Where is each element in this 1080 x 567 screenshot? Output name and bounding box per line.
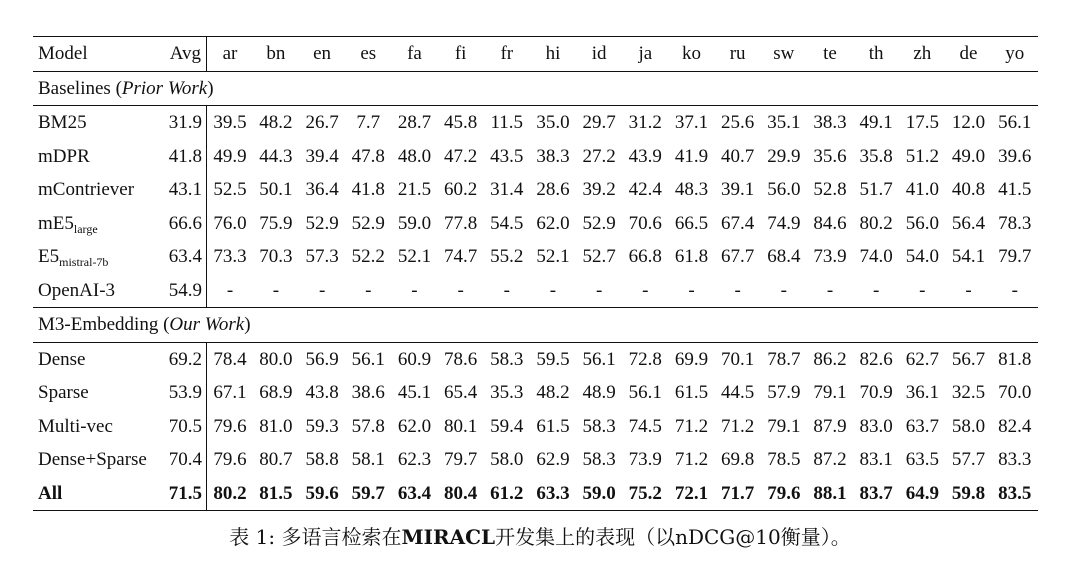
score-cell-fa: 59.0 <box>397 212 432 234</box>
score-cell-ru: 71.2 <box>721 415 755 437</box>
score-cell-sw: 29.9 <box>767 145 801 167</box>
score-cell-ru: 71.7 <box>715 477 761 511</box>
score-cell-ko: 71.2 <box>674 449 709 470</box>
header-lang-ko: ko <box>668 37 714 72</box>
score-cell-es: 52.2 <box>351 246 385 267</box>
score-cell-en: - <box>318 279 326 301</box>
score-cell-de: 12.0 <box>945 106 991 140</box>
score-cell-ko: - <box>688 279 695 301</box>
score-cell-es: 7.7 <box>345 106 391 140</box>
header-lang-ja: ja <box>622 37 668 72</box>
score-cell-th: 35.8 <box>859 145 893 167</box>
score-cell-fr: 59.4 <box>490 415 524 437</box>
model-name: Dense <box>38 348 86 370</box>
score-cell-de: 58.0 <box>951 415 986 437</box>
header-lang-bn: bn <box>253 37 299 72</box>
score-cell-yo: 79.7 <box>998 246 1032 267</box>
score-cell-id: 48.9 <box>582 382 616 403</box>
score-cell-hi: 28.6 <box>536 179 570 200</box>
score-cell-yo: - <box>1011 279 1018 301</box>
score-cell-es: 38.6 <box>351 382 385 403</box>
table-header-row <box>33 37 1038 72</box>
score-cell-th: 83.0 <box>859 415 893 437</box>
section-title <box>33 308 1038 343</box>
score-cell-ko: 66.5 <box>674 212 709 234</box>
score-cell-ar: 76.0 <box>213 212 247 234</box>
avg-cell: 41.8 <box>165 140 207 174</box>
score-cell-ar: 67.1 <box>213 382 247 403</box>
score-cell-ja: 73.9 <box>628 449 662 470</box>
score-cell-hi: 35.0 <box>530 106 576 140</box>
avg-cell: 53.9 <box>165 376 207 410</box>
header-lang-ru: ru <box>715 37 761 72</box>
score-cell-fr: 35.3 <box>490 382 524 403</box>
score-cell-fa: 63.4 <box>391 477 437 511</box>
model-name-subscript: large <box>73 221 98 236</box>
score-cell-ko: 61.5 <box>674 382 709 403</box>
header-lang-de: de <box>945 37 991 72</box>
score-cell-fa: 21.5 <box>397 179 432 200</box>
score-cell-sw: 79.1 <box>767 415 801 437</box>
score-cell-te: 35.6 <box>813 145 847 167</box>
score-cell-ar: 78.4 <box>207 342 253 376</box>
score-cell-ko: 72.1 <box>668 477 714 511</box>
section-title-em: Prior Work <box>121 77 208 99</box>
score-cell-bn: 44.3 <box>259 145 293 167</box>
score-cell-es: 58.1 <box>351 449 385 470</box>
header-lang-th: th <box>853 37 899 72</box>
score-cell-id: 27.2 <box>582 145 616 167</box>
score-cell-id: 56.1 <box>576 342 622 376</box>
model-name-cell <box>33 207 165 241</box>
score-cell-fr: 31.4 <box>490 179 524 200</box>
score-cell-fa: 60.9 <box>391 342 437 376</box>
section-title-suffix: ) <box>207 77 214 99</box>
score-cell-ja: 66.8 <box>628 246 662 267</box>
score-cell-es: 47.8 <box>351 145 385 167</box>
score-cell-ar: 52.5 <box>213 179 247 200</box>
score-cell-en: 52.9 <box>305 212 339 234</box>
score-cell-sw: 35.1 <box>761 106 807 140</box>
score-cell-ru: - <box>734 279 741 301</box>
score-cell-hi: - <box>549 279 557 301</box>
score-cell-de: 59.8 <box>945 477 991 511</box>
table-body <box>33 71 1038 511</box>
score-cell-th: 74.0 <box>859 246 893 267</box>
score-cell-es: 57.8 <box>351 415 385 437</box>
score-cell-ko: 48.3 <box>674 179 709 200</box>
score-cell-fa: 28.7 <box>391 106 437 140</box>
results-table <box>33 36 1038 511</box>
score-cell-sw: 78.7 <box>761 342 807 376</box>
table-caption <box>0 521 1080 550</box>
score-cell-ru: 25.6 <box>715 106 761 140</box>
score-cell-ru: 69.8 <box>721 449 755 470</box>
table-row <box>33 240 1038 274</box>
score-cell-te: 86.2 <box>807 342 853 376</box>
avg-cell: 66.6 <box>165 207 207 241</box>
score-cell-fr: 54.5 <box>490 212 524 234</box>
score-cell-te: - <box>826 279 834 301</box>
score-cell-ar: 39.5 <box>207 106 253 140</box>
table-row <box>33 342 1038 376</box>
score-cell-sw: 57.9 <box>767 382 801 403</box>
score-cell-ar: 73.3 <box>213 246 247 267</box>
score-cell-th: 82.6 <box>853 342 899 376</box>
header-lang-zh: zh <box>899 37 945 72</box>
model-name-cell <box>33 240 165 274</box>
score-cell-ar: 49.9 <box>213 145 247 167</box>
avg-cell: 43.1 <box>165 173 207 207</box>
score-cell-th: 83.1 <box>859 449 893 470</box>
score-cell-fi: 78.6 <box>438 342 484 376</box>
avg-cell: 70.4 <box>165 443 207 477</box>
score-cell-zh: 36.1 <box>905 382 939 403</box>
table-row <box>33 376 1038 410</box>
score-cell-fi: 65.4 <box>443 382 478 403</box>
score-cell-hi: 59.5 <box>530 342 576 376</box>
score-cell-te: 38.3 <box>807 106 853 140</box>
score-cell-ja: 56.1 <box>628 382 662 403</box>
score-cell-de: 56.4 <box>951 212 986 234</box>
model-name-cell <box>33 106 165 140</box>
score-cell-fa: - <box>411 279 418 301</box>
score-cell-fi: 60.2 <box>443 179 478 200</box>
score-cell-en: 39.4 <box>305 145 339 167</box>
section-title-em: Our Work <box>169 314 245 335</box>
score-cell-ru: 39.1 <box>721 179 755 200</box>
header-lang-fr: fr <box>484 37 530 72</box>
score-cell-bn: 80.0 <box>253 342 299 376</box>
score-cell-th: - <box>873 279 880 301</box>
score-cell-bn: 48.2 <box>253 106 299 140</box>
score-cell-ja: 42.4 <box>628 179 662 200</box>
score-cell-id: 29.7 <box>576 106 622 140</box>
score-cell-sw: 78.5 <box>767 449 801 470</box>
score-cell-ar: 80.2 <box>207 477 253 511</box>
table-row <box>33 173 1038 207</box>
score-cell-de: 56.7 <box>945 342 991 376</box>
section-title <box>33 71 1038 106</box>
score-cell-yo: 41.5 <box>998 179 1032 200</box>
model-name-cell <box>33 477 165 511</box>
score-cell-yo: 78.3 <box>998 212 1032 234</box>
score-cell-de: - <box>965 279 972 301</box>
score-cell-de: 40.8 <box>951 179 986 200</box>
score-cell-zh: - <box>919 279 926 301</box>
score-cell-te: 79.1 <box>813 382 847 403</box>
score-cell-ja: 72.8 <box>622 342 668 376</box>
score-cell-hi: 62.9 <box>536 449 570 470</box>
model-name: Dense+Sparse <box>38 449 147 470</box>
score-cell-sw: 56.0 <box>767 179 801 200</box>
header-lang-fi: fi <box>438 37 484 72</box>
table-row <box>33 410 1038 444</box>
header-lang-sw: sw <box>761 37 807 72</box>
score-cell-id: 39.2 <box>582 179 616 200</box>
table-row <box>33 443 1038 477</box>
score-cell-te: 87.2 <box>813 449 847 470</box>
header-lang-fa: fa <box>391 37 437 72</box>
score-cell-ko: 71.2 <box>674 415 709 437</box>
results-table-container <box>33 36 1038 511</box>
score-cell-en: 43.8 <box>305 382 339 403</box>
header-lang-en: en <box>299 37 345 72</box>
score-cell-en: 36.4 <box>305 179 339 200</box>
score-cell-yo: 56.1 <box>992 106 1038 140</box>
score-cell-id: 52.9 <box>582 212 616 234</box>
score-cell-bn: 81.0 <box>259 415 293 437</box>
score-cell-ru: 44.5 <box>721 382 755 403</box>
score-cell-fr: 55.2 <box>490 246 524 267</box>
score-cell-fr: 61.2 <box>484 477 530 511</box>
score-cell-te: 73.9 <box>813 246 847 267</box>
score-cell-fi: 80.4 <box>438 477 484 511</box>
score-cell-bn: 75.9 <box>259 212 293 234</box>
score-cell-yo: 70.0 <box>998 382 1032 403</box>
score-cell-yo: 82.4 <box>998 415 1032 437</box>
score-cell-th: 70.9 <box>859 382 893 403</box>
score-cell-yo: 83.5 <box>992 477 1038 511</box>
score-cell-en: 57.3 <box>305 246 339 267</box>
score-cell-ko: 37.1 <box>668 106 714 140</box>
header-lang-ar: ar <box>207 37 253 72</box>
score-cell-th: 83.7 <box>853 477 899 511</box>
model-name: Multi-vec <box>38 415 113 437</box>
score-cell-fa: 62.3 <box>397 449 432 470</box>
score-cell-th: 51.7 <box>859 179 893 200</box>
header-lang-yo: yo <box>992 37 1038 72</box>
model-name-cell <box>33 443 165 477</box>
score-cell-en: 59.6 <box>299 477 345 511</box>
score-cell-ja: 43.9 <box>628 145 662 167</box>
score-cell-fa: 45.1 <box>397 382 432 403</box>
score-cell-id: 58.3 <box>582 415 616 437</box>
score-cell-zh: 64.9 <box>899 477 945 511</box>
score-cell-en: 56.9 <box>299 342 345 376</box>
header-lang-hi: hi <box>530 37 576 72</box>
model-name-cell <box>33 376 165 410</box>
score-cell-fr: 58.0 <box>490 449 524 470</box>
score-cell-bn: 81.5 <box>253 477 299 511</box>
score-cell-zh: 17.5 <box>899 106 945 140</box>
score-cell-ar: - <box>226 279 234 301</box>
score-cell-fr: 43.5 <box>490 145 524 167</box>
model-name: E5 <box>38 246 60 267</box>
model-name: mContriever <box>38 179 135 200</box>
score-cell-id: - <box>595 279 603 301</box>
score-cell-sw: 74.9 <box>767 212 801 234</box>
score-cell-sw: 79.6 <box>761 477 807 511</box>
score-cell-fa: 62.0 <box>397 415 432 437</box>
score-cell-ja: 70.6 <box>628 212 662 234</box>
model-name: Sparse <box>38 382 89 403</box>
score-cell-fr: - <box>503 279 510 301</box>
model-name: OpenAI-3 <box>38 279 116 301</box>
score-cell-ru: 67.4 <box>721 212 755 234</box>
score-cell-fi: - <box>457 279 464 301</box>
score-cell-ja: - <box>642 279 649 301</box>
score-cell-en: 26.7 <box>299 106 345 140</box>
score-cell-fi: 77.8 <box>443 212 478 234</box>
model-name-cell <box>33 173 165 207</box>
score-cell-ar: 79.6 <box>213 415 247 437</box>
score-cell-es: 56.1 <box>345 342 391 376</box>
score-cell-es: - <box>365 279 372 301</box>
score-cell-ru: 67.7 <box>721 246 755 267</box>
table-row <box>33 140 1038 174</box>
header-lang-te: te <box>807 37 853 72</box>
section-header-row <box>33 71 1038 106</box>
score-cell-id: 52.7 <box>582 246 616 267</box>
score-cell-fi: 45.8 <box>438 106 484 140</box>
score-cell-fi: 74.7 <box>443 246 478 267</box>
score-cell-fi: 80.1 <box>443 415 478 437</box>
header-model: Model <box>33 37 165 72</box>
model-name-subscript: mistral-7b <box>59 255 109 269</box>
score-cell-ko: 41.9 <box>674 145 709 167</box>
score-cell-es: 52.9 <box>351 212 385 234</box>
score-cell-zh: 54.0 <box>905 246 939 267</box>
caption-bold: MIRACL <box>401 525 496 549</box>
avg-cell: 70.5 <box>165 410 207 444</box>
model-name-cell <box>33 410 165 444</box>
table-row <box>33 106 1038 140</box>
score-cell-zh: 51.2 <box>905 145 939 167</box>
score-cell-bn: 70.3 <box>259 246 293 267</box>
section-title-suffix: ) <box>244 314 251 335</box>
score-cell-te: 88.1 <box>807 477 853 511</box>
table-row <box>33 274 1038 308</box>
score-cell-fi: 47.2 <box>443 145 478 167</box>
header-avg: Avg <box>165 37 207 72</box>
score-cell-bn: - <box>272 279 280 301</box>
score-cell-bn: 80.7 <box>259 449 293 470</box>
score-cell-zh: 63.5 <box>905 449 939 470</box>
model-name: BM25 <box>38 112 87 133</box>
score-cell-bn: 50.1 <box>259 179 293 200</box>
avg-cell: 71.5 <box>165 477 207 511</box>
score-cell-de: 32.5 <box>951 382 986 403</box>
score-cell-en: 59.3 <box>305 415 339 437</box>
score-cell-fr: 11.5 <box>484 106 530 140</box>
score-cell-hi: 52.1 <box>536 246 570 267</box>
score-cell-hi: 63.3 <box>530 477 576 511</box>
score-cell-te: 52.8 <box>813 179 847 200</box>
avg-cell: 54.9 <box>165 274 207 308</box>
score-cell-ko: 61.8 <box>674 246 709 267</box>
section-header-row <box>33 308 1038 343</box>
model-name-cell <box>33 342 165 376</box>
score-cell-ru: 70.1 <box>715 342 761 376</box>
score-cell-ar: 79.6 <box>213 449 247 470</box>
caption-prefix: 表 1: 多语言检索在 <box>229 525 402 549</box>
score-cell-id: 59.0 <box>576 477 622 511</box>
score-cell-ja: 74.5 <box>628 415 662 437</box>
score-cell-hi: 61.5 <box>536 415 570 437</box>
score-cell-sw: 68.4 <box>767 246 801 267</box>
header-lang-es: es <box>345 37 391 72</box>
score-cell-zh: 56.0 <box>905 212 939 234</box>
model-name: mDPR <box>38 145 90 167</box>
header-lang-id: id <box>576 37 622 72</box>
score-cell-ja: 75.2 <box>622 477 668 511</box>
score-cell-en: 58.8 <box>305 449 339 470</box>
model-name: All <box>38 482 63 504</box>
score-cell-yo: 83.3 <box>998 449 1032 470</box>
score-cell-es: 59.7 <box>345 477 391 511</box>
score-cell-zh: 62.7 <box>899 342 945 376</box>
score-cell-ja: 31.2 <box>622 106 668 140</box>
section-title-prefix: Baselines ( <box>38 77 122 99</box>
score-cell-es: 41.8 <box>351 179 385 200</box>
score-cell-fa: 48.0 <box>397 145 432 167</box>
avg-cell: 31.9 <box>165 106 207 140</box>
score-cell-yo: 81.8 <box>992 342 1038 376</box>
score-cell-fi: 79.7 <box>443 449 478 470</box>
score-cell-de: 54.1 <box>951 246 986 267</box>
score-cell-fr: 58.3 <box>484 342 530 376</box>
model-name-cell <box>33 140 165 174</box>
score-cell-yo: 39.6 <box>998 145 1032 167</box>
score-cell-zh: 63.7 <box>905 415 939 437</box>
score-cell-fa: 52.1 <box>397 246 432 267</box>
table-row <box>33 207 1038 241</box>
model-name: mE5 <box>38 212 74 234</box>
score-cell-de: 57.7 <box>951 449 986 470</box>
table-row <box>33 477 1038 511</box>
avg-cell: 69.2 <box>165 342 207 376</box>
score-cell-th: 49.1 <box>853 106 899 140</box>
score-cell-bn: 68.9 <box>259 382 293 403</box>
score-cell-th: 80.2 <box>859 212 893 234</box>
score-cell-de: 49.0 <box>951 145 986 167</box>
score-cell-te: 87.9 <box>813 415 847 437</box>
score-cell-hi: 62.0 <box>536 212 570 234</box>
caption-suffix: 开发集上的表现（以nDCG@10衡量）。 <box>495 525 851 549</box>
score-cell-ko: 69.9 <box>668 342 714 376</box>
score-cell-te: 84.6 <box>813 212 847 234</box>
score-cell-zh: 41.0 <box>905 179 939 200</box>
score-cell-hi: 38.3 <box>536 145 570 167</box>
score-cell-sw: - <box>780 279 787 301</box>
score-cell-hi: 48.2 <box>536 382 570 403</box>
score-cell-id: 58.3 <box>582 449 616 470</box>
avg-cell: 63.4 <box>165 240 207 274</box>
model-name-cell <box>33 274 165 308</box>
score-cell-ru: 40.7 <box>721 145 755 167</box>
section-title-prefix: M3-Embedding ( <box>38 314 170 335</box>
